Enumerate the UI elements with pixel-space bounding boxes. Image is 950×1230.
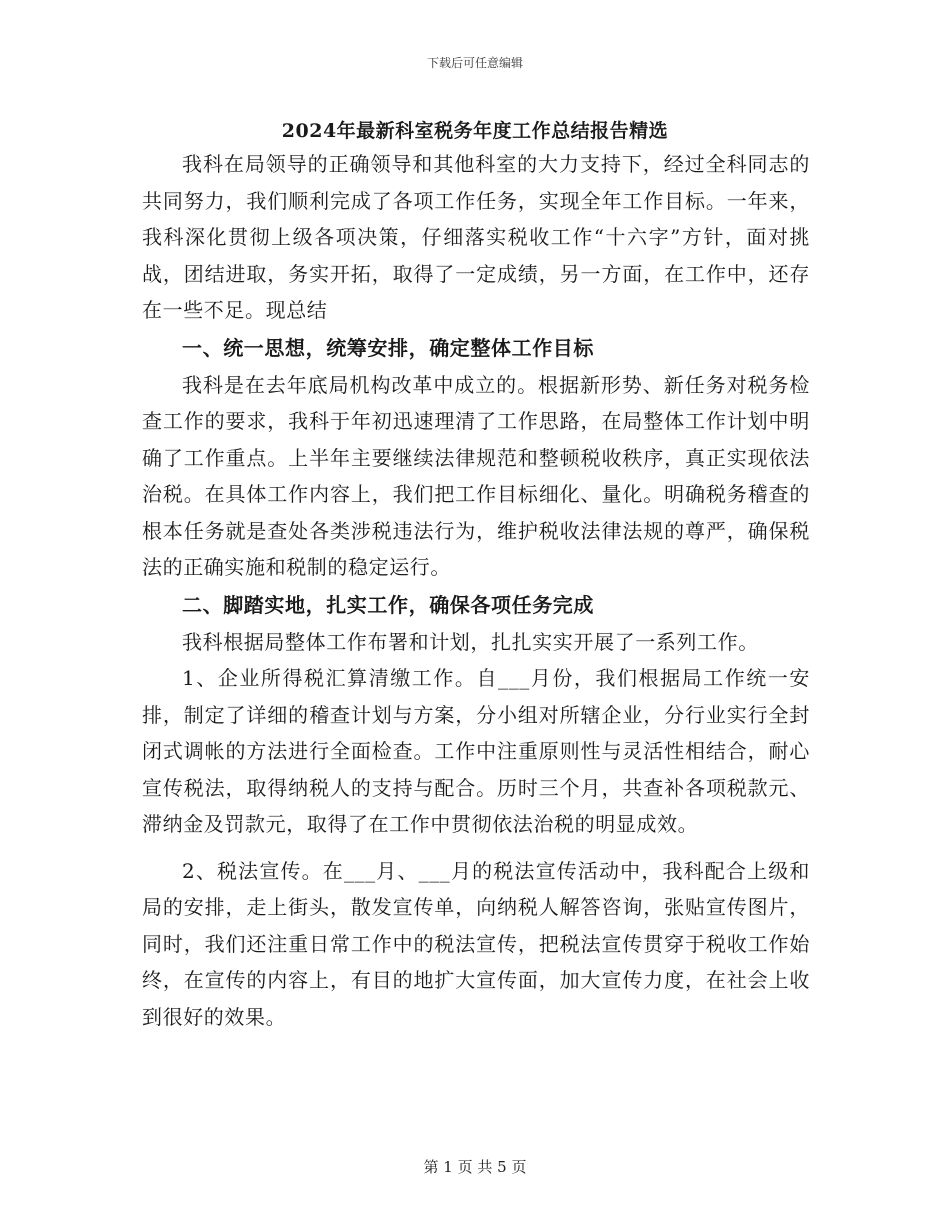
section-2-paragraph: 我科根据局整体工作布署和计划，扎扎实实开展了一系列工作。 bbox=[182, 629, 759, 654]
section-1-paragraph: 我科是在去年底局机构改革中成立的。根据新形势、新任务对税务检查工作的要求，我科于年初迅速理清了工作思路，在局整体工作计划中明确了工作重点。上半年主要继续法律规范和整顿税收秩序，真正实现依法治税。在具体工作内容上，我们把工作目标细化、量化。明确税务稽查的根本任务就是查处各类涉税违法行为，维护税收法律法规的尊严，确保税法的正确实施和税制的稳定运行。 bbox=[142, 372, 810, 579]
intro-paragraph: 我科在局领导的正确领导和其他科室的大力支持下，经过全科同志的共同努力，我们顺利完成了各项工作任务，实现全年工作目标。一年来，我科深化贯彻上级各项决策，仔细落实税收工作“十六字”方针，面对挑战，团结进取，务实开拓，取得了一定成绩，另一方面，在工作中，还存在一些不足。现总结 bbox=[142, 152, 810, 322]
list-item-2: 2、税法宣传。在___月、___月的税法宣传活动中，我科配合上级和局的安排，走上街头，散发宣传单，向纳税人解答咨询，张贴宣传图片，同时，我们还注重日常工作中的税法宣传，把税法宣传贯穿于税收工作始终，在宣传的内容上，有目的地扩大宣传面，加大宣传力度，在社会上收到很好的效果。 bbox=[142, 858, 810, 1029]
page-header-note: 下载后可任意编辑 bbox=[426, 56, 523, 70]
section-heading-1: 一、统一思想，统筹安排，确定整体工作目标 bbox=[182, 335, 594, 360]
list-item-1: 1、企业所得税汇算清缴工作。自___月份，我们根据局工作统一安排，制定了详细的稽查计划与方案，分小组对所辖企业，分行业实行全封闭式调帐的方法进行全面检查。工作中注重原则性与灵活性相结合，耐心宣传税法，取得纳税人的支持与配合。历时三个月，共查补各项税款元、滞纳金及罚款元，取得了在工作中贯彻依法治税的明显成效。 bbox=[142, 666, 810, 836]
page-number: 第 1 页 共 5 页 bbox=[423, 1158, 527, 1176]
document-title: 2024年最新科室税务年度工作总结报告精选 bbox=[281, 120, 669, 142]
document-body bbox=[142, 146, 810, 1035]
section-heading-2: 二、脚踏实地，扎实工作，确保各项任务完成 bbox=[182, 592, 594, 617]
